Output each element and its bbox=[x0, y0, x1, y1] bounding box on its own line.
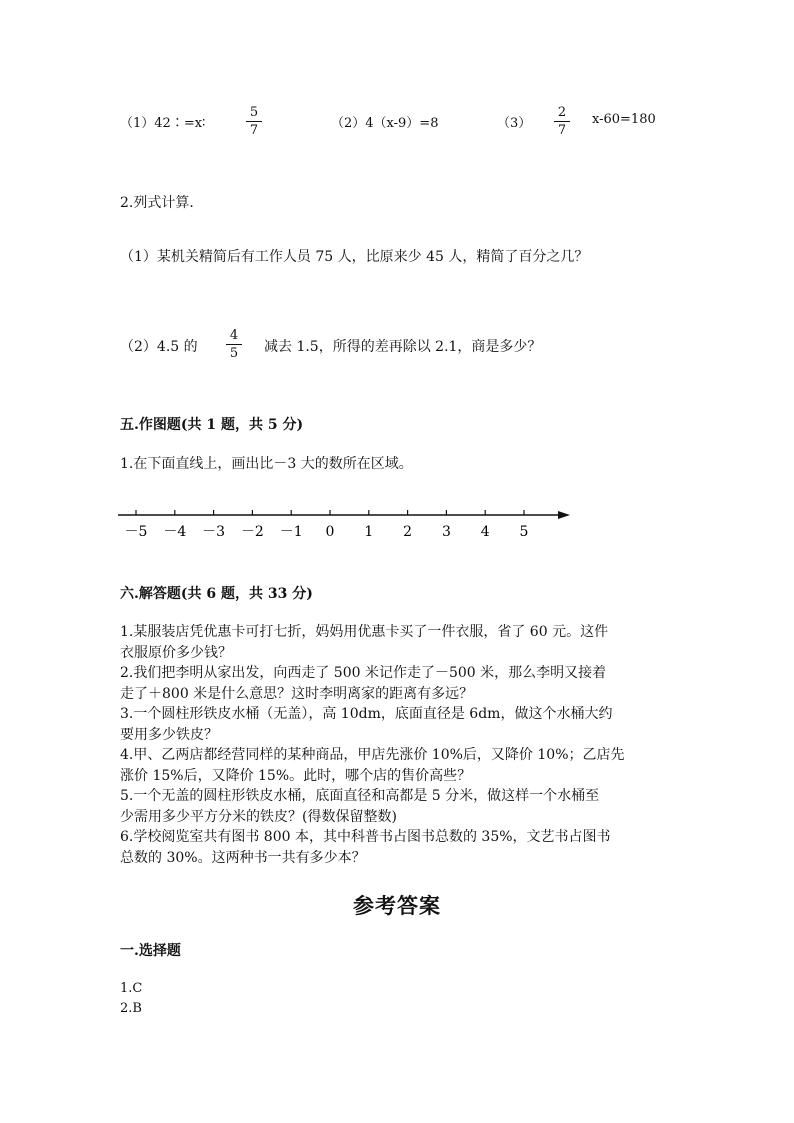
calc-question-2-rest: 减去 1.5，所得的差再除以 2.1，商是多少？ bbox=[264, 339, 542, 355]
fraction-numerator: 2 bbox=[557, 105, 567, 120]
equation-2: （2）4（x-9）=8 bbox=[331, 116, 439, 131]
question-line: 总数的 30%。这两种书一共有多少本？ bbox=[120, 849, 366, 866]
question-line: 要用多少铁皮？ bbox=[120, 726, 218, 743]
question-line: 涨价 15%后，又降价 15%。此时，哪个店的售价高些？ bbox=[120, 767, 472, 784]
fraction-denominator: 7 bbox=[249, 123, 259, 138]
fraction-bar bbox=[246, 121, 262, 122]
question-line: 衣服原价多少钱？ bbox=[120, 644, 232, 661]
number-line-label: 0 bbox=[325, 524, 335, 540]
equation-3-label: （3） bbox=[497, 116, 532, 131]
question-line: 少需用多少平方分米的铁皮？(得数保留整数) bbox=[120, 808, 397, 825]
fraction-bar bbox=[554, 121, 570, 122]
fraction-numerator: 5 bbox=[249, 105, 259, 120]
question-line: 4.甲、乙两店都经营同样的某种商品，甲店先涨价 10%后，又降价 10%；乙店先 bbox=[120, 747, 625, 763]
fraction-denominator: 7 bbox=[557, 123, 567, 138]
number-line-label: －4 bbox=[163, 524, 187, 540]
number-line-label: 4 bbox=[480, 524, 490, 540]
calc-question-2-fraction bbox=[226, 328, 242, 361]
calc-question-2-prefix: （2）4.5 的 bbox=[120, 339, 198, 355]
answers-title: 参考答案 bbox=[353, 893, 441, 918]
section-heading-calc: 2.列式计算. bbox=[120, 195, 194, 211]
section-heading-drawing: 五.作图题(共 1 题，共 5 分) bbox=[120, 417, 304, 433]
answer-item: 2.B bbox=[120, 1001, 142, 1016]
equation-3-fraction bbox=[554, 105, 570, 138]
question-line: 走了＋800 米是什么意思？这时李明离家的距离有多远？ bbox=[120, 685, 474, 702]
question-line: 6.学校阅览室共有图书 800 本，其中科普书占图书总数的 35%，文艺书占图书 bbox=[120, 829, 611, 845]
fraction-bar bbox=[226, 344, 242, 345]
number-line-label: 2 bbox=[403, 524, 413, 540]
question-line: 3.一个圆柱形铁皮水桶（无盖），高 10dm，底面直径是 6dm，做这个水桶大约 bbox=[120, 706, 613, 722]
answer-item: 1.C bbox=[120, 981, 143, 996]
number-line-label: 3 bbox=[441, 524, 451, 540]
equation-1-fraction bbox=[246, 105, 262, 138]
equation-1: （1）42∶=x∶ bbox=[120, 116, 206, 131]
equation-3-rest: x-60=180 bbox=[592, 112, 656, 127]
fraction-numerator: 4 bbox=[229, 328, 239, 343]
answers-section-heading: 一.选择题 bbox=[120, 943, 181, 959]
number-line-label: －5 bbox=[124, 524, 148, 540]
number-line bbox=[110, 500, 580, 550]
number-line-label: 1 bbox=[364, 524, 374, 540]
question-line: 2.我们把李明从家出发，向西走了 500 米记作走了－500 米，那么李明又接着 bbox=[120, 665, 607, 681]
number-line-label: 5 bbox=[519, 524, 529, 540]
number-line-label: －3 bbox=[202, 524, 226, 540]
arrow-icon bbox=[558, 511, 570, 519]
question-line: 5.一个无盖的圆柱形铁皮水桶，底面直径和高都是 5 分米，做这样一个水桶至 bbox=[120, 788, 600, 804]
number-line-label: －1 bbox=[279, 524, 303, 540]
section-heading-solve: 六.解答题(共 6 题，共 33 分) bbox=[120, 586, 313, 602]
drawing-question-1: 1.在下面直线上，画出比－3 大的数所在区域。 bbox=[120, 456, 413, 472]
solve-questions bbox=[120, 622, 625, 868]
question-line: 1.某服装店凭优惠卡可打七折，妈妈用优惠卡买了一件衣服，省了 60 元。这件 bbox=[120, 624, 609, 640]
number-line-label: －2 bbox=[240, 524, 264, 540]
calc-question-1: （1）某机关精简后有工作人员 75 人，比原来少 45 人，精简了百分之几？ bbox=[120, 249, 589, 265]
fraction-denominator: 5 bbox=[229, 346, 239, 361]
